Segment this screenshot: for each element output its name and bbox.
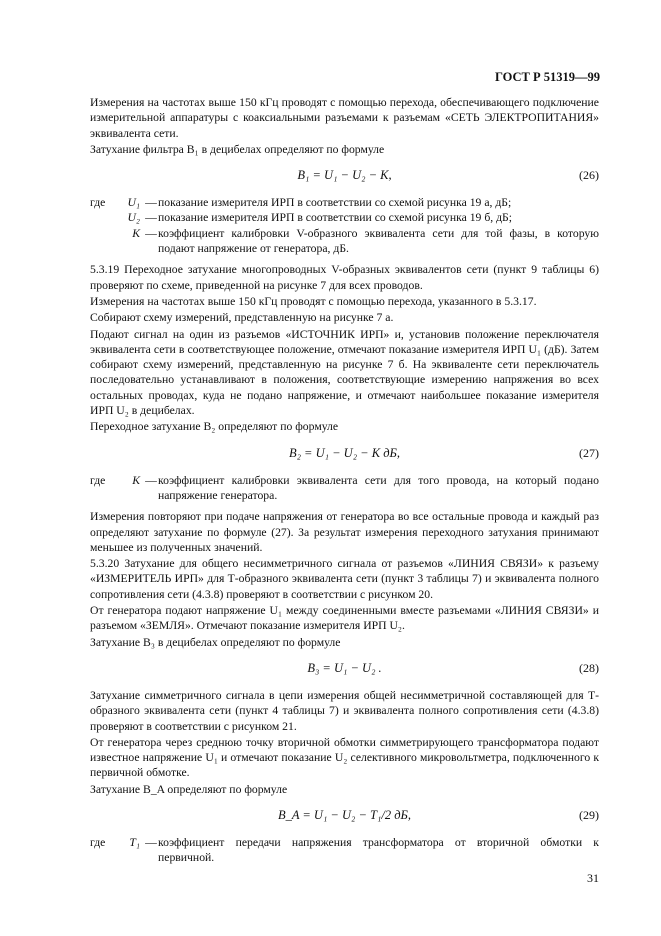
definition-row: где T₁ — коэффициент передачи напряжения трансформатора от вторичной обмотки к первичной.	[90, 835, 599, 865]
formula-expression: B₂ = U₁ − U₂ − K дБ,	[288, 445, 401, 460]
formula-number: (28)	[579, 660, 599, 675]
paragraph: 5.3.19 Переходное затухание многопроводных V-образных эквивалентов сети (пункт 9 таблицы 6) проверяют по схеме, приведенной на рисунке 7 для всех проводов.	[90, 263, 599, 292]
definition-text: коэффициент калибровки эквивалента сети для того провода, на который подано напряжение генератора.	[158, 473, 599, 502]
formula-expression: B_A = U₁ − U₂ − T₁/2 дБ,	[277, 807, 412, 822]
paragraph: От генератора через среднюю точку вторичной обмотки симметрирующего трансформатора подают известное напряжение U₁ и отмечают показание U₂ селективного микровольтметра, подключенного к первичной обмотке.	[90, 735, 599, 780]
formula-29	[90, 805, 599, 827]
paragraph: От генератора подают напряжение U₁ между соединенными вместе разъемами «ЛИНИЯ СВЯЗИ» и разъемом «ЗЕМЛЯ». Отмечают показание измерителя ИРП U₂.	[90, 604, 599, 633]
paragraph: Затухание B₃ в децибелах определяют по формуле	[90, 635, 341, 649]
paragraph: Собирают схему измерений, представленную на рисунке 7 а.	[90, 311, 394, 325]
definition-row: U₂ — показание измерителя ИРП в соответствии со схемой рисунка 19 б, дБ;	[90, 210, 599, 225]
paragraph: Затухание симметричного сигнала в цепи измерения общей несимметричной составляющей для Т-образного эквивалента сети (пункт 4 таблицы 7) и эквивалента полного сопротивления сети (4.3.8) проверяют в соответствии с рисунком 21.	[90, 688, 599, 733]
paragraph: Измерения на частотах выше 150 кГц проводят с помощью перехода, указанного в 5.3.17.	[90, 294, 537, 308]
definition-lead: где	[90, 196, 106, 210]
paragraph: Затухание B_A определяют по формуле	[90, 782, 288, 796]
paragraph: Подают сигнал на один из разъемов «ИСТОЧНИК ИРП» и, установив положение переключателя эквивалента сети в соответствующее положение, отмечают показание измерителя ИРП U₁ (дБ). Затем собирают схему измерений, представленную на рисунке 7 б. На эквиваленте сети переключатель последовательно устанавливают в положения, соответствующие измерению напряжения во всех остальных проводах, куда не подано напряжение, и отмечают наибольшее показание измерителя ИРП U₂ в децибелах.	[90, 327, 599, 418]
formula-27	[90, 443, 599, 465]
definition-symbol: K	[132, 226, 140, 240]
definition-text: показание измерителя ИРП в соответствии со схемой рисунка 19 б, дБ;	[158, 211, 513, 225]
paragraph: Измерения повторяют при подаче напряжения от генератора во все остальные провода и каждый раз определяют затухание по формуле (27). За результат измерения переходного затухания принимают меньшее из полученных значений.	[90, 510, 599, 554]
definition-text: показание измерителя ИРП в соответствии со схемой рисунка 19 а, дБ;	[158, 196, 512, 210]
page-number: 31	[587, 871, 599, 885]
paragraph: Измерения на частотах выше 150 кГц проводят с помощью перехода, обеспечивающего подключение измерительной аппаратуры с коаксиальными разъемами к разъемам «СЕТЬ ЭЛЕКТРОПИТАНИЯ» эквивалента сети.	[90, 96, 599, 140]
definition-symbol: T₁	[129, 835, 140, 849]
definition-row: где U₁ — показание измерителя ИРП в соответствии со схемой рисунка 19 а, дБ;	[90, 195, 599, 210]
definition-lead: где	[90, 473, 106, 487]
formula-number: (27)	[579, 445, 599, 460]
formula-26	[90, 165, 599, 187]
formula-28	[90, 658, 599, 680]
running-header: ГОСТ Р 51319—99	[494, 70, 600, 84]
definition-symbol: U₂	[127, 211, 140, 225]
paragraph: Переходное затухание B₂ определяют по формуле	[90, 420, 339, 434]
definition-symbol: U₁	[127, 196, 140, 210]
formula-number: (26)	[579, 168, 599, 183]
body-text	[90, 95, 599, 866]
definition-lead	[90, 226, 114, 257]
formula-expression: B₁ = U₁ − U₂ − K,	[297, 168, 392, 183]
definition-lead	[90, 210, 114, 225]
definition-symbol: K	[132, 473, 140, 487]
formula-expression: B₃ = U₁ − U₂ .	[307, 660, 382, 675]
definition-row: где K — коэффициент калибровки эквивалента сети для того провода, на который подано напряжение генератора.	[90, 473, 599, 502]
formula-number: (29)	[579, 807, 599, 822]
paragraph: 5.3.20 Затухание для общего несимметричного сигнала от разъемов «ЛИНИЯ СВЯЗИ» к разъему «ИЗМЕРИТЕЛЬ ИРП» для Т-образного эквивалента сети (пункт 3 таблицы 7) и эквивалента полного сопротивления сети (4.3.8) проверяют в соответствии с рисунком 20.	[90, 557, 599, 601]
definition-lead: где	[90, 835, 106, 849]
paragraph: Затухание фильтра B₁ в децибелах определяют по формуле	[90, 142, 385, 156]
definition-row: K — коэффициент калибровки V-образного эквивалента сети для той фазы, в которую подают напряжение от генератора, дБ.	[90, 226, 599, 257]
definition-text: коэффициент передачи напряжения трансформатора от вторичной обмотки к первичной.	[158, 835, 599, 865]
definition-text: коэффициент калибровки V-образного эквивалента сети для той фазы, в которую подают напряжение от генератора, дБ.	[158, 226, 599, 256]
